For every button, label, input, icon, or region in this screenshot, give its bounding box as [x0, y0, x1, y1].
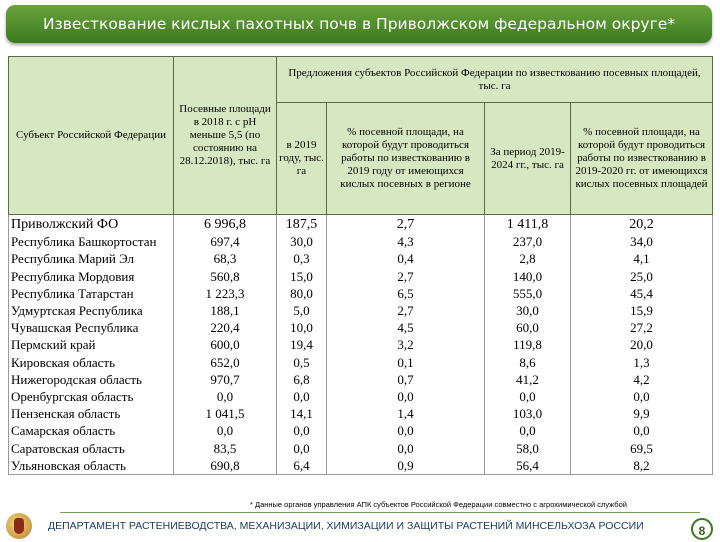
table-row [9, 439, 713, 456]
value-cell: 0,9 [327, 457, 485, 475]
page-title: Известкование кислых пахотных почв в Приволжском федеральном округе* [6, 5, 712, 43]
value-cell: 0,1 [327, 354, 485, 371]
value-cell: 20,2 [571, 215, 713, 234]
table-row [9, 388, 713, 405]
value-cell: 8,6 [485, 354, 571, 371]
value-cell: 27,2 [571, 319, 713, 336]
value-cell: 0,0 [174, 422, 277, 439]
region-name: Самарская область [9, 422, 174, 439]
value-cell: 4,5 [327, 319, 485, 336]
header-pct-2019-2020: % посевной площади, на которой будут проводиться работы по известкованию в 2019-2020 гг. от имеющихся кислых посевных площадей [571, 103, 713, 215]
region-name: Республика Марий Эл [9, 250, 174, 267]
value-cell: 970,7 [174, 371, 277, 388]
table-row [9, 405, 713, 422]
table-row [9, 354, 713, 371]
value-cell: 4,1 [571, 250, 713, 267]
value-cell: 0,4 [327, 250, 485, 267]
value-cell: 0,5 [277, 354, 327, 371]
table-row [9, 371, 713, 388]
value-cell: 0,0 [327, 439, 485, 456]
value-cell: 10,0 [277, 319, 327, 336]
value-cell: 1 041,5 [174, 405, 277, 422]
value-cell: 56,4 [485, 457, 571, 475]
value-cell: 237,0 [485, 233, 571, 250]
value-cell: 2,7 [327, 215, 485, 234]
value-cell: 0,0 [485, 388, 571, 405]
value-cell: 45,4 [571, 285, 713, 302]
value-cell: 14,1 [277, 405, 327, 422]
header-period: За период 2019-2024 гг., тыс. га [485, 103, 571, 215]
value-cell: 0,0 [485, 422, 571, 439]
department-footer: ДЕПАРТАМЕНТ РАСТЕНИЕВОДСТВА, МЕХАНИЗАЦИИ, ХИМИЗАЦИИ И ЗАЩИТЫ РАСТЕНИЙ МИНСЕЛЬХОЗА РОССИИ [48, 520, 644, 532]
value-cell: 0,0 [277, 388, 327, 405]
liming-table [8, 56, 713, 475]
region-name: Чувашская Республика [9, 319, 174, 336]
header-2019: в 2019 году, тыс. га [277, 103, 327, 215]
value-cell: 34,0 [571, 233, 713, 250]
value-cell: 652,0 [174, 354, 277, 371]
value-cell: 2,7 [327, 302, 485, 319]
region-name: Пермский край [9, 336, 174, 353]
value-cell: 15,0 [277, 268, 327, 285]
region-name: Пензенская область [9, 405, 174, 422]
value-cell: 9,9 [571, 405, 713, 422]
value-cell: 30,0 [277, 233, 327, 250]
value-cell: 60,0 [485, 319, 571, 336]
value-cell: 6,5 [327, 285, 485, 302]
region-name: Кировская область [9, 354, 174, 371]
value-cell: 4,2 [571, 371, 713, 388]
region-name: Оренбургская область [9, 388, 174, 405]
region-name: Республика Татарстан [9, 285, 174, 302]
region-name: Ульяновская область [9, 457, 174, 475]
table-row [9, 319, 713, 336]
value-cell: 2,7 [327, 268, 485, 285]
value-cell: 140,0 [485, 268, 571, 285]
value-cell: 4,3 [327, 233, 485, 250]
region-name: Республика Башкортостан [9, 233, 174, 250]
value-cell: 0,0 [174, 388, 277, 405]
value-cell: 25,0 [571, 268, 713, 285]
table-row [9, 233, 713, 250]
ministry-emblem-icon [6, 513, 32, 539]
value-cell: 0,0 [277, 422, 327, 439]
value-cell: 15,9 [571, 302, 713, 319]
value-cell: 3,2 [327, 336, 485, 353]
value-cell: 5,0 [277, 302, 327, 319]
value-cell: 1,4 [327, 405, 485, 422]
value-cell: 103,0 [485, 405, 571, 422]
value-cell: 0,3 [277, 250, 327, 267]
value-cell: 119,8 [485, 336, 571, 353]
value-cell: 83,5 [174, 439, 277, 456]
value-cell: 68,3 [174, 250, 277, 267]
table-row [9, 250, 713, 267]
table-row [9, 457, 713, 475]
table-row [9, 268, 713, 285]
table-row [9, 302, 713, 319]
value-cell: 20,0 [571, 336, 713, 353]
value-cell: 560,8 [174, 268, 277, 285]
value-cell: 0,0 [571, 422, 713, 439]
value-cell: 0,0 [327, 422, 485, 439]
value-cell: 6,4 [277, 457, 327, 475]
value-cell: 600,0 [174, 336, 277, 353]
value-cell: 19,4 [277, 336, 327, 353]
value-cell: 555,0 [485, 285, 571, 302]
value-cell: 2,8 [485, 250, 571, 267]
value-cell: 0,7 [327, 371, 485, 388]
value-cell: 6,8 [277, 371, 327, 388]
region-name: Нижегородская область [9, 371, 174, 388]
value-cell: 58,0 [485, 439, 571, 456]
table-row [9, 215, 713, 234]
table-row [9, 336, 713, 353]
value-cell: 220,4 [174, 319, 277, 336]
header-proposals: Предложения субъектов Российской Федерации по известкованию посевных площадей, тыс. га [277, 57, 713, 103]
region-name: Республика Мордовия [9, 268, 174, 285]
value-cell: 80,0 [277, 285, 327, 302]
table-row [9, 285, 713, 302]
footer-divider [60, 512, 700, 513]
value-cell: 0,0 [327, 388, 485, 405]
region-name: Удмуртская Республика [9, 302, 174, 319]
header-area: Посевные площади в 2018 г. с рН меньше 5,5 (по состоянию на 28.12.2018), тыс. га [174, 57, 277, 215]
value-cell: 0,0 [277, 439, 327, 456]
table-row [9, 422, 713, 439]
page-number: 8 [691, 518, 713, 540]
footnote: * Данные органов управления АПК субъектов Российской Федерации совместно с агрохимической службой [250, 500, 627, 509]
region-name: Саратовская область [9, 439, 174, 456]
value-cell: 6 996,8 [174, 215, 277, 234]
value-cell: 697,4 [174, 233, 277, 250]
value-cell: 690,8 [174, 457, 277, 475]
region-name: Приволжский ФО [9, 215, 174, 234]
value-cell: 0,0 [571, 388, 713, 405]
header-subject: Субъект Российской Федерации [9, 57, 174, 215]
value-cell: 1,3 [571, 354, 713, 371]
value-cell: 187,5 [277, 215, 327, 234]
value-cell: 69,5 [571, 439, 713, 456]
value-cell: 8,2 [571, 457, 713, 475]
value-cell: 1 411,8 [485, 215, 571, 234]
header-pct-2019: % посевной площади, на которой будут проводиться работы по известкованию в 2019 году от имеющихся кислых посевных в регионе [327, 103, 485, 215]
value-cell: 1 223,3 [174, 285, 277, 302]
value-cell: 30,0 [485, 302, 571, 319]
value-cell: 188,1 [174, 302, 277, 319]
value-cell: 41,2 [485, 371, 571, 388]
